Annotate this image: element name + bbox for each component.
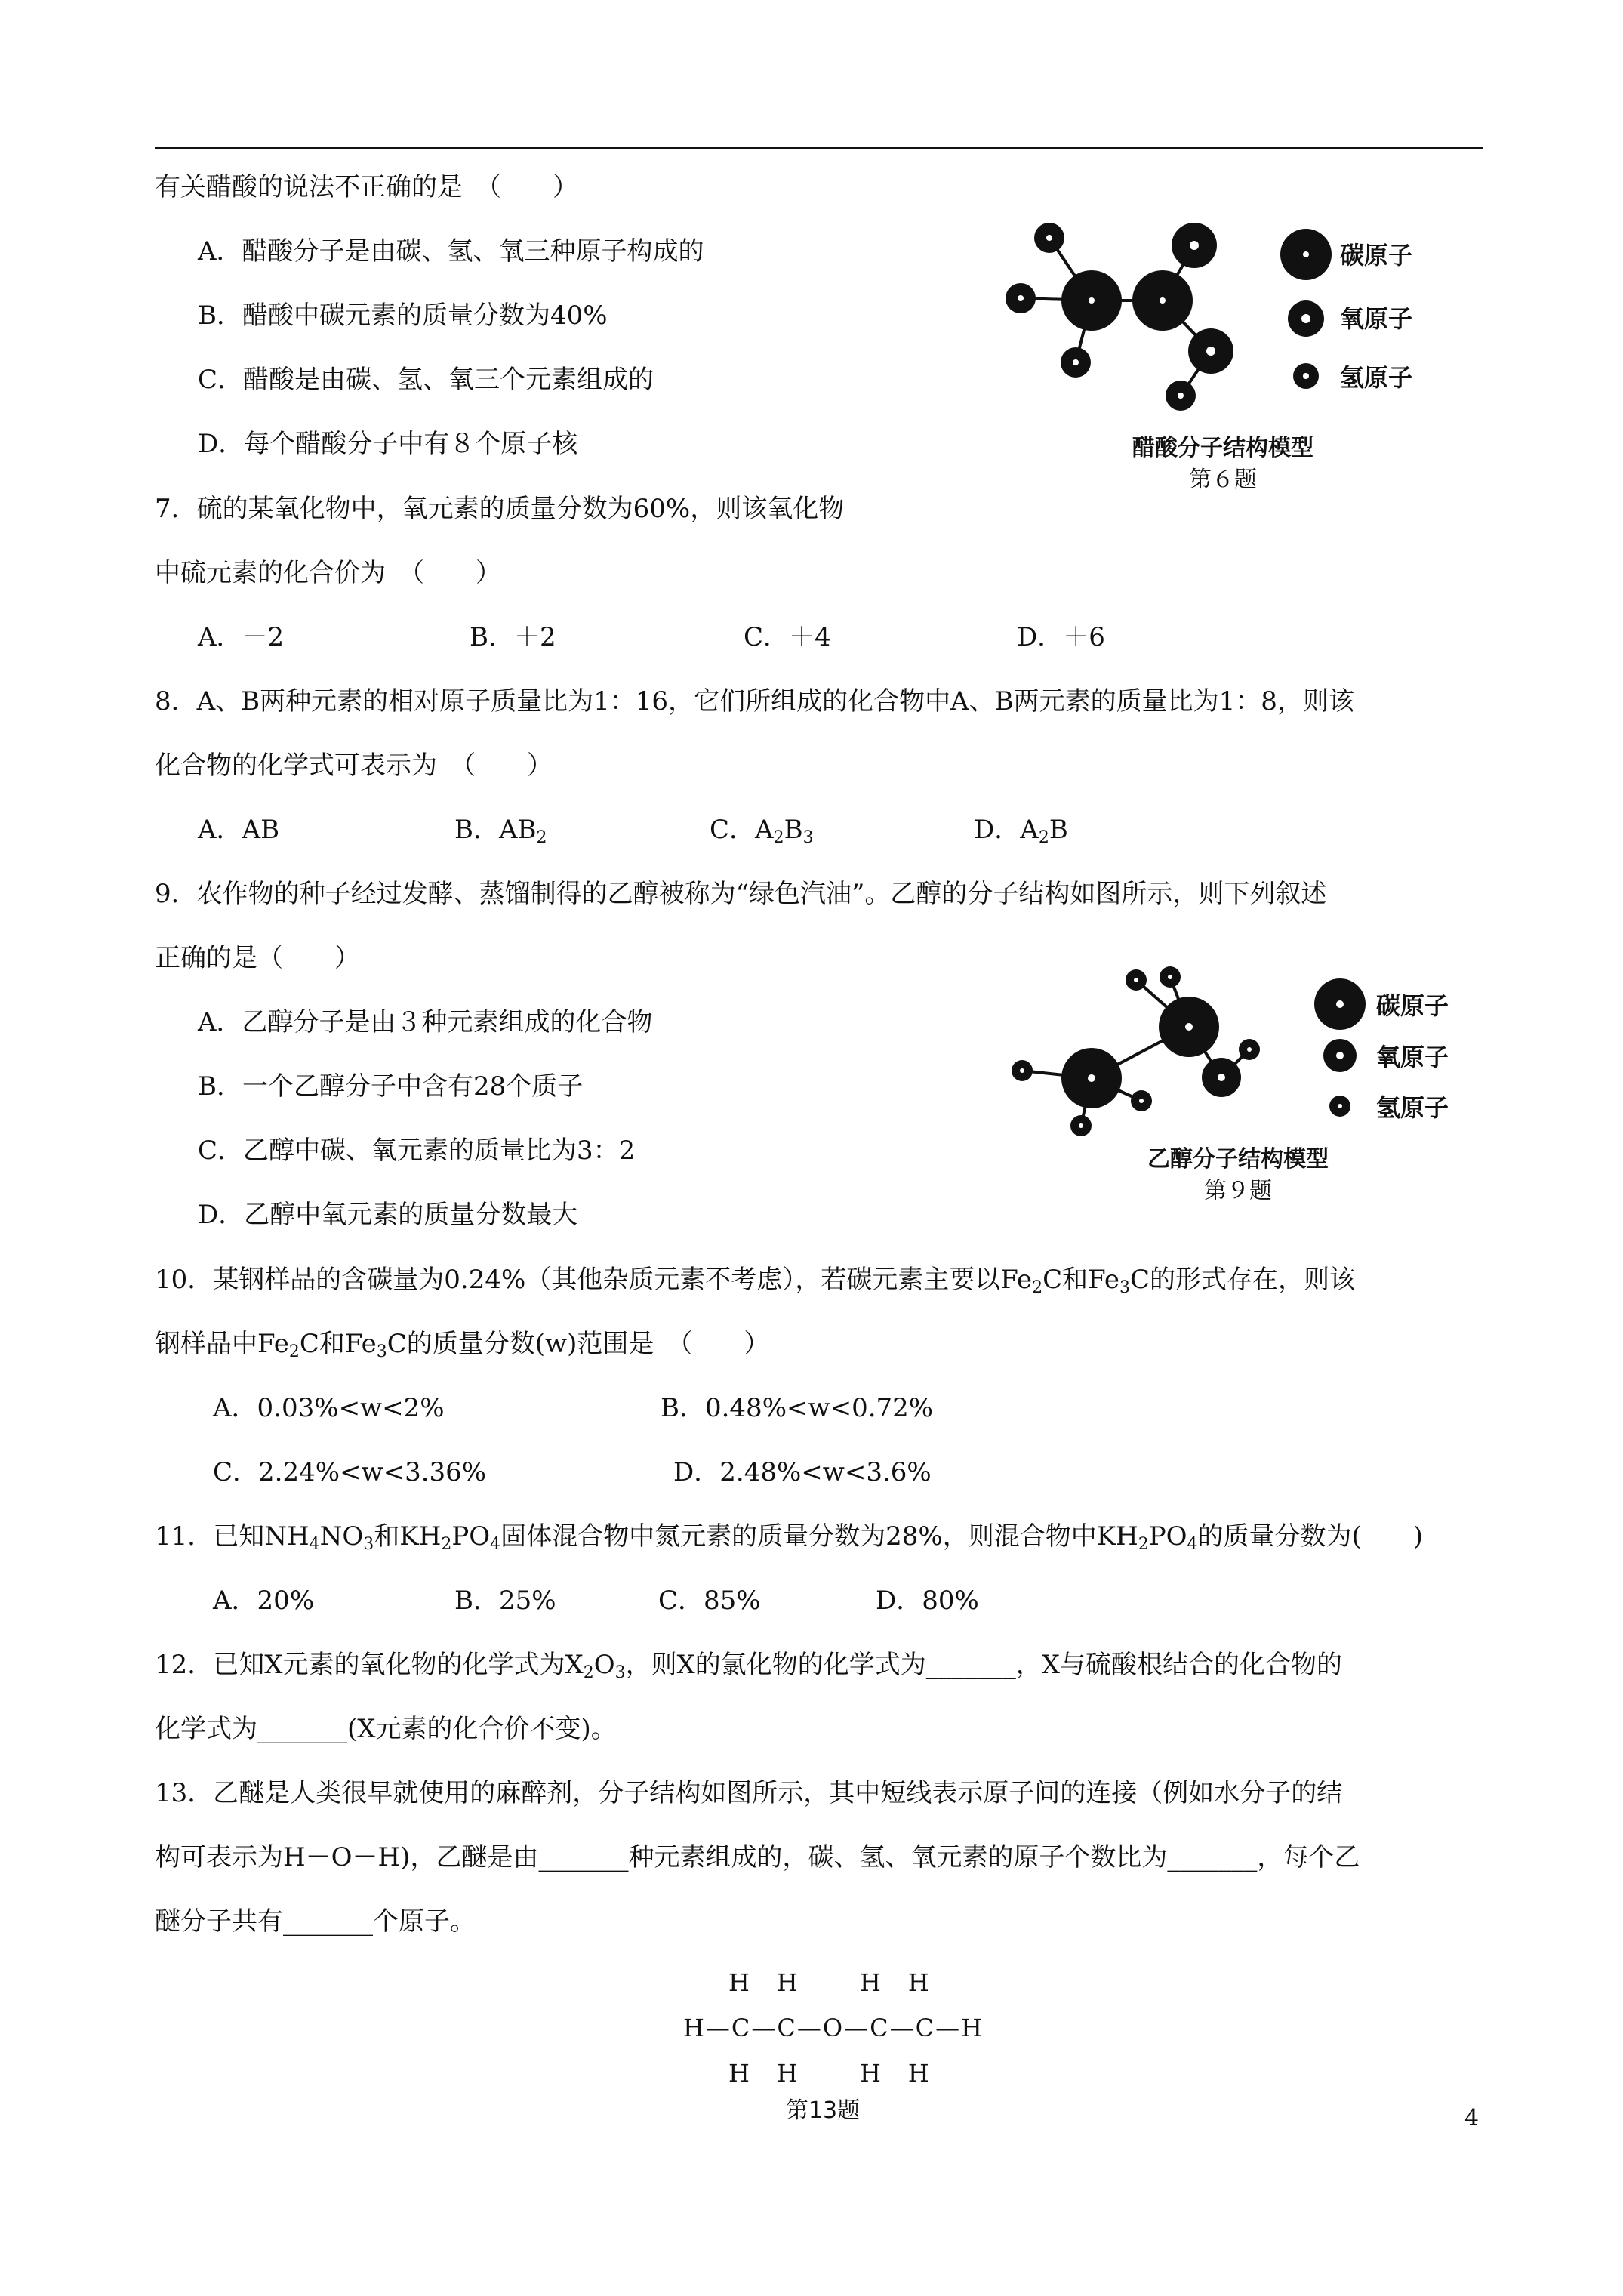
page-number: 4 (1464, 2105, 1480, 2131)
q12-stem-line1: 12．已知X元素的氧化物的化学式为$X_2O_3$，则X的氯化物的化学式为_______，X与硫酸根结合的化合物的 (155, 1650, 1342, 1682)
ethanol-molecule-diagram (1004, 966, 1291, 1140)
q13-stem-line1: 13．乙醚是人类很早就使用的麻醉剂，分子结构如图所示，其中短线表示原子间的连接（例如水分子的结 (155, 1778, 1343, 1808)
q6-option-a: A．醋酸分子是由碳、氢、氧三种原子构成的 (198, 236, 704, 267)
q13-stem-line2: 构可表示为H－O－H)，乙醚是由_______种元素组成的，碳、氢、氧元素的原子个数比为_______，每个乙 (155, 1842, 1360, 1872)
q9-legend-swatches (1310, 974, 1370, 1125)
q8-option-d: D．$A_2B$ (974, 815, 1068, 847)
q9-legend-oxygen: 氧原子 (1376, 1043, 1449, 1071)
ether-formula-top-h: H H H H (728, 1968, 931, 1997)
q9-option-c: C．乙醇中碳、氧元素的质量比为3：2 (198, 1136, 636, 1166)
q11-option-a: A．20% (213, 1586, 315, 1616)
q9-option-a: A．乙醇分子是由３种元素组成的化合物 (198, 1007, 653, 1037)
q9-stem-line1: 9．农作物的种子经过发酵、蒸馏制得的乙醇被称为“绿色汽油”。乙醇的分子结构如图所示，则下列叙述 (155, 879, 1327, 909)
header-rule (155, 147, 1483, 149)
q7-option-a: A．－2 (198, 622, 285, 652)
q6-figure-title: 醋酸分子结构模型 (1132, 435, 1313, 461)
q10-option-a: A．0.03%<w<2% (213, 1393, 445, 1423)
q10-option-d: D．2.48%<w<3.6% (673, 1457, 932, 1487)
q7-option-d: D．＋6 (1017, 622, 1105, 652)
q9-figure-caption: 第９题 (1204, 1178, 1272, 1204)
q8-stem-line1: 8．A、B两种元素的相对原子质量比为1：16，它们所组成的化合物中A、B两元素的质量比为1：8，则该 (155, 686, 1354, 717)
q13-stem-line3: 醚分子共有_______个原子。 (155, 1906, 476, 1937)
q11-option-c: C．85% (658, 1586, 761, 1616)
q8-option-b: B．$AB_2$ (454, 815, 547, 847)
q9-legend-hydrogen: 氢原子 (1376, 1093, 1449, 1122)
q7-option-c: C．＋4 (744, 622, 831, 652)
q13-figure-caption: 第13题 (785, 2097, 861, 2124)
q6-legend-carbon: 碳原子 (1340, 241, 1413, 270)
q6-legend-swatches (1276, 223, 1336, 404)
q6-stem: 有关醋酸的说法不正确的是 （ ） (155, 172, 578, 202)
q8-option-a: A．AB (198, 815, 280, 845)
q6-option-d: D．每个醋酸分子中有８个原子核 (198, 429, 578, 459)
q6-option-c: C．醋酸是由碳、氢、氧三个元素组成的 (198, 365, 654, 395)
q9-legend-carbon: 碳原子 (1376, 991, 1449, 1020)
q10-option-c: C．2.24%<w<3.36% (213, 1457, 487, 1487)
q8-stem-line2: 化合物的化学式可表示为 （ ） (155, 750, 553, 781)
q9-figure-title: 乙醇分子结构模型 (1147, 1146, 1329, 1173)
q6-legend-oxygen: 氧原子 (1340, 304, 1413, 333)
q10-stem-line2: 钢样品中$Fe_2C$和$Fe_3C$的质量分数(w)范围是 （ ） (155, 1329, 770, 1361)
q12-stem-line2: 化学式为_______(X元素的化合价不变)。 (155, 1714, 617, 1744)
q7-option-b: B．＋2 (470, 622, 556, 652)
q7-stem-line1: 7．硫的某氧化物中，氧元素的质量分数为60%，则该氧化物 (155, 494, 845, 524)
q9-option-b: B．一个乙醇分子中含有28个质子 (198, 1071, 584, 1102)
q6-option-b: B．醋酸中碳元素的质量分数为40% (198, 300, 608, 331)
q11-option-b: B．25% (454, 1586, 556, 1616)
q8-option-c: C．$A_2B_3$ (710, 815, 814, 847)
q11-option-d: D．80% (876, 1586, 979, 1616)
q10-option-b: B．0.48%<w<0.72% (661, 1393, 934, 1423)
q11-stem: 11．已知$NH_4NO_3$和$KH_2PO_4$固体混合物中氮元素的质量分数为28%，则混合物中$KH_2PO_4$的质量分数为( ) (155, 1521, 1424, 1554)
q10-stem-line1: 10．某钢样品的含碳量为0.24%（其他杂质元素不考虑），若碳元素主要以$Fe_2C$和$Fe_3C$的形式存在，则该 (155, 1265, 1356, 1297)
q7-stem-line2: 中硫元素的化合价为 （ ） (155, 558, 501, 588)
q6-figure-caption: 第６题 (1189, 467, 1257, 493)
q9-option-d: D．乙醇中氧元素的质量分数最大 (198, 1200, 578, 1230)
q6-legend-hydrogen: 氢原子 (1340, 363, 1413, 392)
ether-formula-bottom-h: H H H H (728, 2059, 931, 2088)
q9-stem-line2: 正确的是（ ） (155, 943, 360, 973)
ether-formula-main-chain: H—C—C—O—C—C—H (683, 2014, 984, 2042)
